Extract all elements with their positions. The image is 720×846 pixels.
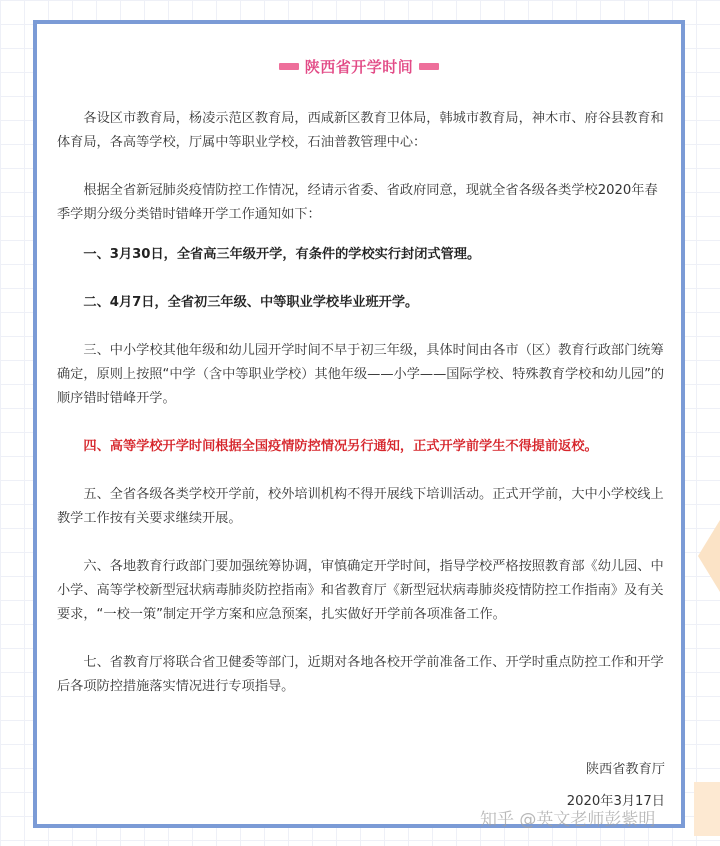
title-left-bar: [279, 63, 299, 70]
item-2: 二、4月7日，全省初三年级、中等职业学校毕业班开学。: [83, 295, 419, 310]
notice-card: [33, 20, 685, 828]
item-4: 四、高等学校开学时间根据全国疫情防控情况另行通知，正式开学前学生不得提前返校。: [83, 439, 598, 454]
item-6: 六、各地教育行政部门要加强统筹协调，审慎确定开学时间，指导学校严格按照教育部《幼儿园、中小学、高等学校新型冠状病毒肺炎防控指南》和省教育厅《新型冠状病毒肺炎疫情防控工作指南》及有关要求，“一校一策”制定开学方案和应急预案，扎实做好开学前各项准备工作。: [57, 559, 664, 622]
decorative-shape: [698, 520, 720, 592]
item-1: 一、3月30日，全省高三年级开学，有条件的学校实行封闭式管理。: [83, 247, 481, 262]
title-header: [37, 56, 681, 77]
notice-title: 陕西省开学时间: [304, 58, 414, 76]
addressee-paragraph: 各设区市教育局，杨凌示范区教育局，西咸新区教育卫体局，韩城市教育局，神木市、府谷县教育和体育局，各高等学校，厅属中等职业学校，石油普教管理中心：: [57, 111, 664, 150]
item-3: 三、中小学校其他年级和幼儿园开学时间不早于初三年级，具体时间由各市（区）教育行政部门统筹确定，原则上按照“中学（含中等职业学校）其他年级——小学——国际学校、特殊教育学校和幼儿园”的顺序错时错峰开学。: [57, 343, 665, 406]
item-7: 七、省教育厅将联合省卫健委等部门，近期对各地各校开学前准备工作、开学时重点防控工作和开学后各项防控措施落实情况进行专项指导。: [57, 655, 664, 694]
watermark: 知乎 @英文老师彭紫明: [480, 810, 656, 830]
title-right-bar: [419, 63, 439, 70]
issue-date: 2020年3月17日: [566, 794, 665, 809]
issuer-signature: 陕西省教育厅: [585, 762, 665, 777]
item-5: 五、全省各级各类学校开学前，校外培训机构不得开展线下培训活动。正式开学前，大中小学校线上教学工作按有关要求继续开展。: [57, 487, 664, 526]
notice-body: [57, 104, 667, 699]
decorative-shape: [694, 782, 720, 836]
intro-paragraph: 根据全省新冠肺炎疫情防控工作情况，经请示省委、省政府同意，现就全省各级各类学校2020年春季学期分级分类错时错峰开学工作通知如下：: [57, 183, 658, 222]
